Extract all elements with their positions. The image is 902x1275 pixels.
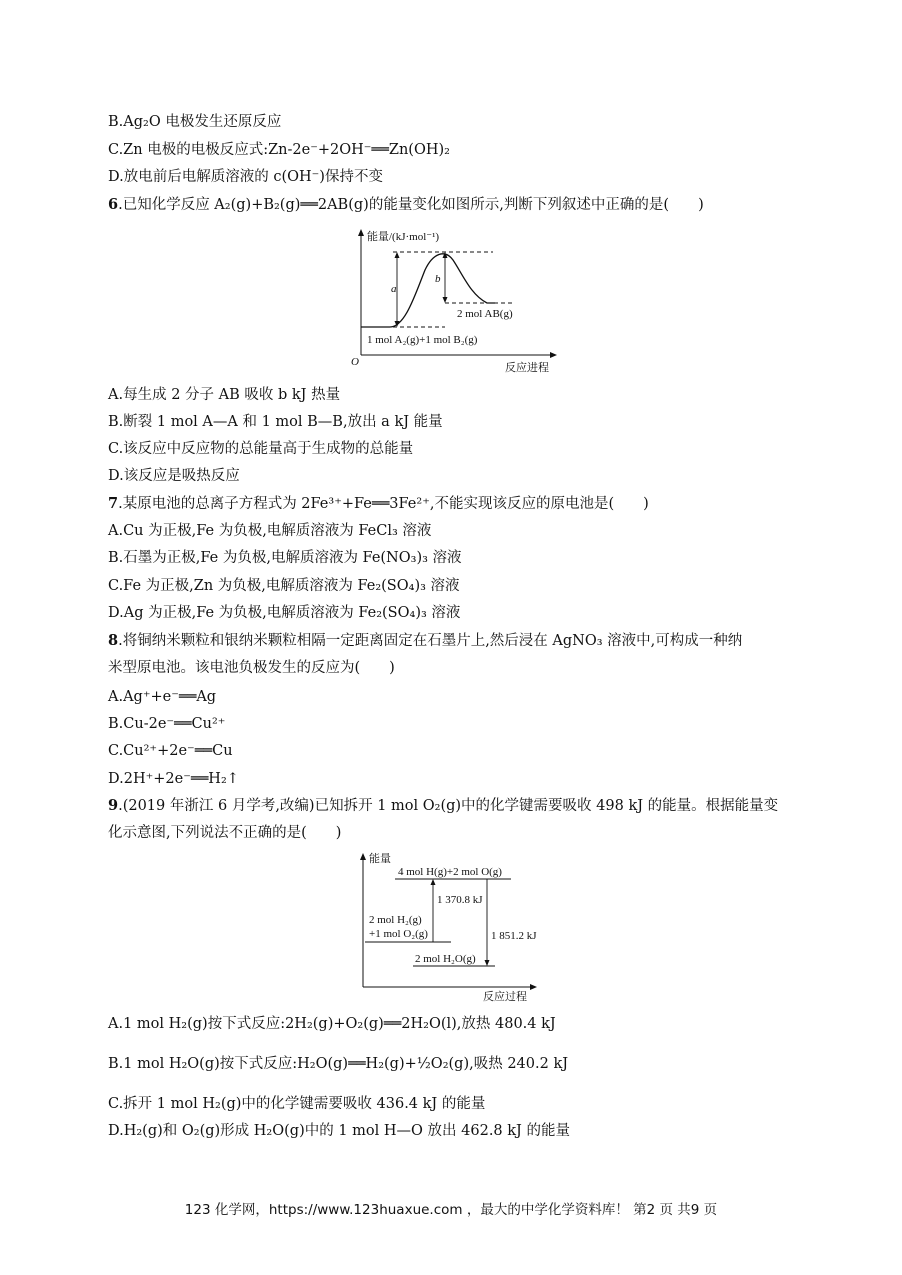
question-9-line2: 化示意图,下列说法不正确的是( ) — [108, 825, 342, 841]
page-footer: 123 化学网，https://www.123huaxue.com ，最大的中学化学资料库！ 第2 页 共9 页 — [184, 1202, 718, 1218]
option-5b: B.Ag₂O 电极发生还原反应 — [108, 114, 282, 130]
question-number: 6 — [108, 196, 119, 213]
option-9d: D.H₂(g)和 O₂(g)形成 H₂O(g)中的 1 mol H—O 放出 462.8 kJ 的能量 — [108, 1123, 570, 1139]
question-number: 9 — [108, 797, 119, 814]
question-6 — [108, 195, 704, 215]
option-8b: B.Cu-2e⁻══Cu²⁺ — [108, 716, 226, 732]
option-5c: C.Zn 电极的电极反应式:Zn-2e⁻+2OH⁻══Zn(OH)₂ — [108, 142, 450, 158]
question-text: .将铜纳米颗粒和银纳米颗粒相隔一定距离固定在石墨片上,然后浸在 AgNO₃ 溶液中,可构成一种纳 — [118, 633, 743, 649]
option-7b: B.石墨为正极,Fe 为负极,电解质溶液为 Fe(NO₃)₃ 溶液 — [108, 550, 462, 566]
option-5d: D.放电前后电解质溶液的 c(OH⁻)保持不变 — [108, 169, 383, 185]
energy-diagram-2 — [355, 845, 555, 1005]
x-axis-label: 反应进程 — [505, 362, 549, 374]
option-6d: D.该反应是吸热反应 — [108, 468, 240, 484]
label-b: b — [435, 273, 441, 285]
low-level-label: 2 mol H₂O(g) — [415, 953, 476, 965]
question-7 — [108, 494, 649, 514]
label-a: a — [391, 283, 397, 295]
question-8-line2: 米型原电池。该电池负极发生的反应为( ) — [108, 660, 395, 676]
option-8a: A.Ag⁺+e⁻══Ag — [108, 689, 217, 705]
mid-level-label-1: 2 mol H₂(g) — [369, 914, 422, 926]
question-text: .某原电池的总离子方程式为 2Fe³⁺+Fe══3Fe²⁺,不能实现该反应的原电池是( ) — [118, 496, 649, 512]
gap2-label: 1 851.2 kJ — [491, 930, 537, 942]
option-9b: B.1 mol H₂O(g)按下式反应:H₂O(g)══H₂(g)+½O₂(g),吸热 240.2 kJ — [108, 1056, 569, 1072]
option-7c: C.Fe 为正极,Zn 为负极,电解质溶液为 Fe₂(SO₄)₃ 溶液 — [108, 578, 460, 594]
reactants-label: 1 mol A₂(g)+1 mol B₂(g) — [367, 334, 478, 346]
y-axis-label: 能量 — [369, 853, 391, 865]
x-axis-label: 反应过程 — [483, 991, 527, 1003]
option-9a: A.1 mol H₂(g)按下式反应:2H₂(g)+O₂(g)══2H₂O(l),放热 480.4 kJ — [108, 1016, 556, 1032]
option-6a: A.每生成 2 分子 AB 吸收 b kJ 热量 — [108, 387, 341, 403]
option-6b: B.断裂 1 mol A—A 和 1 mol B—B,放出 a kJ 能量 — [108, 414, 443, 430]
option-7a: A.Cu 为正极,Fe 为负极,电解质溶液为 FeCl₃ 溶液 — [108, 523, 432, 539]
products-label: 2 mol AB(g) — [457, 308, 513, 320]
gap1-label: 1 370.8 kJ — [437, 894, 483, 906]
y-axis-label: 能量/(kJ·mol⁻¹) — [367, 231, 440, 243]
option-6c: C.该反应中反应物的总能量高于生成物的总能量 — [108, 441, 414, 457]
origin-label: O — [351, 356, 359, 368]
option-9c: C.拆开 1 mol H₂(g)中的化学键需要吸收 436.4 kJ 的能量 — [108, 1096, 486, 1112]
option-8d: D.2H⁺+2e⁻══H₂↑ — [108, 771, 239, 787]
question-number: 8 — [108, 632, 119, 649]
question-text: .(2019 年浙江 6 月学考,改编)已知拆开 1 mol O₂(g)中的化学键需要吸收 498 kJ 的能量。根据能量变 — [118, 798, 779, 814]
option-8c: C.Cu²⁺+2e⁻══Cu — [108, 743, 233, 759]
question-number: 7 — [108, 495, 119, 512]
energy-diagram-1 — [345, 225, 565, 377]
question-text: .已知化学反应 A₂(g)+B₂(g)══2AB(g)的能量变化如图所示,判断下列叙述中正确的是( ) — [118, 197, 704, 213]
option-7d: D.Ag 为正极,Fe 为负极,电解质溶液为 Fe₂(SO₄)₃ 溶液 — [108, 605, 461, 621]
question-9-line1 — [108, 796, 778, 816]
question-8-line1 — [108, 631, 742, 651]
mid-level-label-2: +1 mol O₂(g) — [369, 928, 428, 940]
top-level-label: 4 mol H(g)+2 mol O(g) — [398, 866, 502, 878]
